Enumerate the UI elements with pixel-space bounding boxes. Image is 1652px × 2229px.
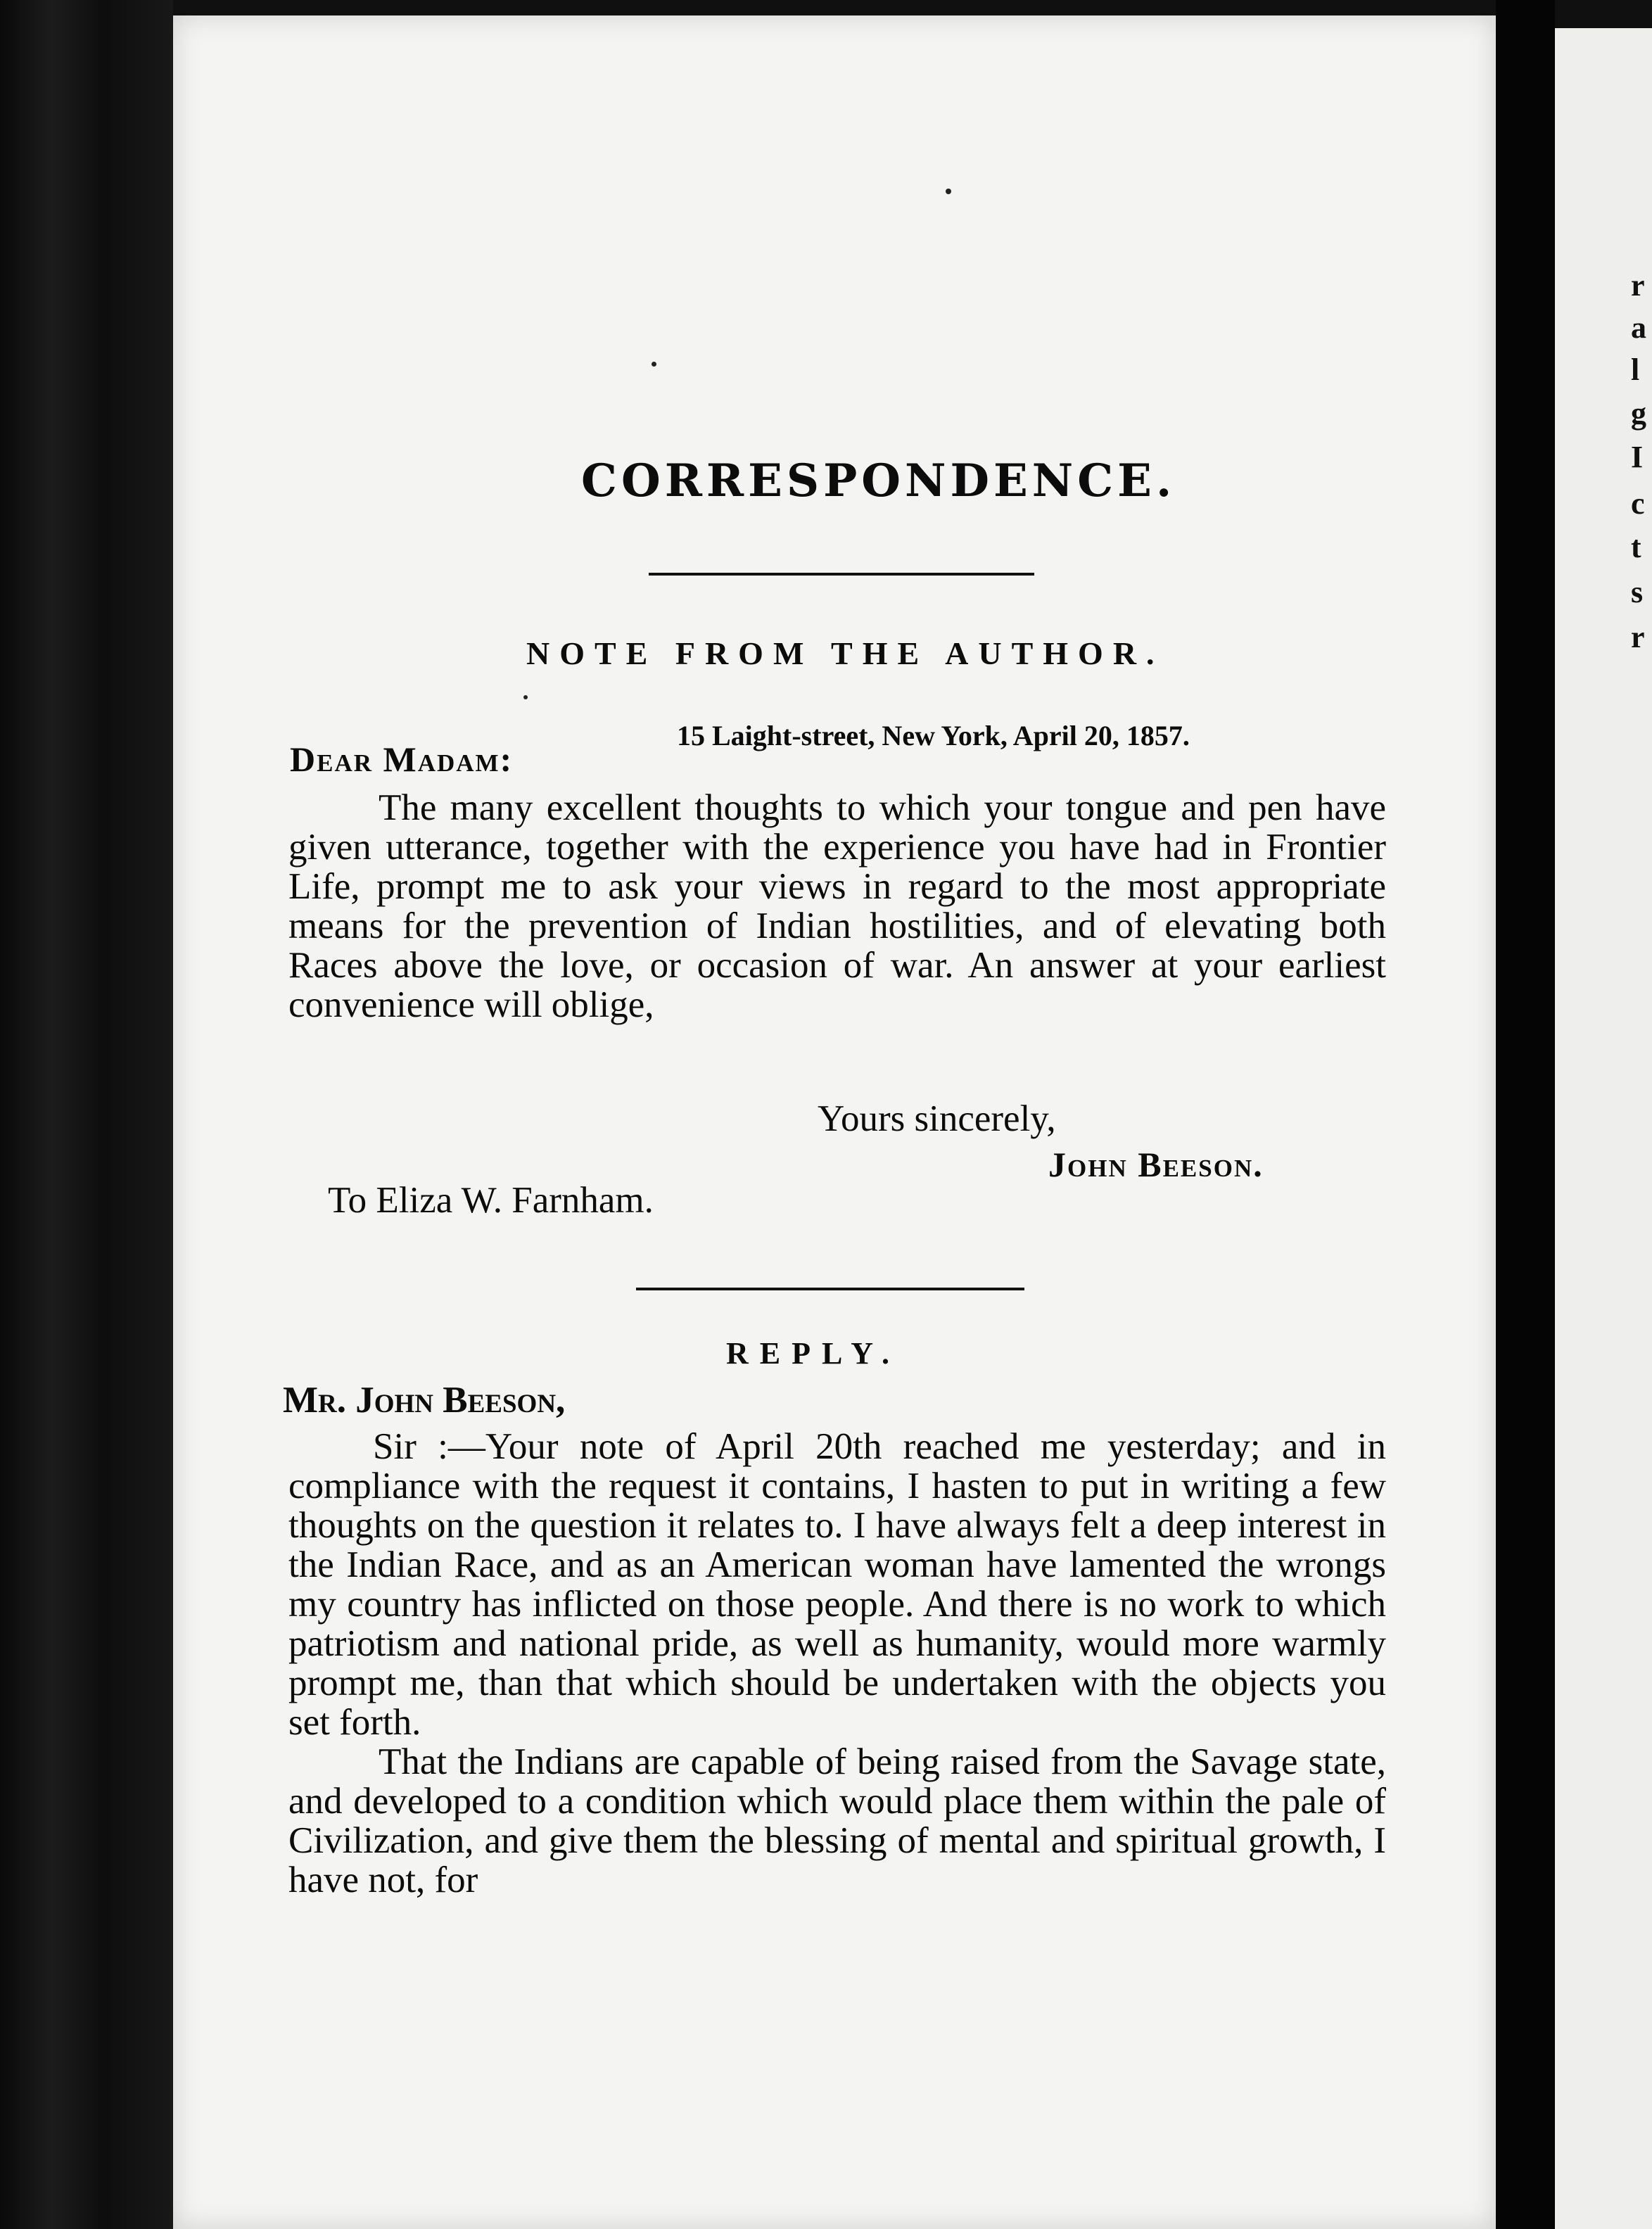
- print-speck: [946, 189, 951, 194]
- adjacent-letter: t: [1631, 530, 1641, 564]
- adjacent-letter: r: [1631, 620, 1645, 654]
- adjacent-letter: l: [1631, 353, 1640, 387]
- page-gutter: [1496, 0, 1555, 2229]
- letter-paragraph: The many excellent thoughts to which your tongue and pen have given utterance, together with the experience you have had in Frontier Life, prompt me to ask your views in regard to the most appropriate means for the prevention of Indian hostilities, and of elevating both Races above the love, or occasion of war. An answer at your earliest convenience will oblige,: [288, 787, 1386, 1025]
- adjacent-letter: g: [1631, 396, 1646, 431]
- divider-rule: [649, 573, 1034, 576]
- reply-paragraph: Sir :—Your note of April 20th reached me yesterday; and in compliance with the request it contains, I hasten to put in writing a few thoughts on the question it relates to. I have always felt a deep interest in the Indian Race, and as an American woman have lamented the wrongs my country has inflicted on those people. And there is no work to which patriotism and national pride, as well as humanity, would more warmly prompt me, than that which should be undertaken with the objects you set forth.: [288, 1426, 1386, 1743]
- dateline: 15 Laight-street, New York, April 20, 1857.: [677, 720, 1190, 751]
- adjacent-letter: c: [1631, 486, 1645, 521]
- letter-signature: John Beeson.: [1048, 1145, 1264, 1184]
- adjacent-letter: a: [1631, 310, 1646, 345]
- reply-title: REPLY.: [726, 1336, 901, 1371]
- adjacent-letter: I: [1631, 440, 1644, 474]
- reply-addressee: Mr. John Beeson,: [283, 1380, 566, 1421]
- reply-paragraph: That the Indians are capable of being raised from the Savage state, and developed to a condition which would place them within the pale of Civilization, and give them the blessing of mental and spiritual growth, I have not, for: [288, 1741, 1386, 1900]
- binding-edge: [0, 0, 173, 2229]
- note-title: NOTE FROM THE AUTHOR.: [526, 635, 1164, 671]
- print-speck: [652, 362, 656, 367]
- reply-body: [288, 1427, 1386, 1900]
- print-speck: [523, 695, 528, 699]
- letter-body: [288, 788, 1386, 1024]
- adjacent-page-edge: [1555, 28, 1652, 2229]
- adjacent-letter: r: [1631, 268, 1645, 303]
- salutation: Dear Madam:: [290, 739, 514, 779]
- page-heading: CORRESPONDENCE.: [581, 455, 1176, 507]
- divider-rule: [636, 1288, 1024, 1290]
- adjacent-letter: s: [1631, 575, 1644, 609]
- letter-closing: Yours sincerely,: [818, 1098, 1056, 1139]
- letter-recipient: To Eliza W. Farnham.: [328, 1180, 654, 1221]
